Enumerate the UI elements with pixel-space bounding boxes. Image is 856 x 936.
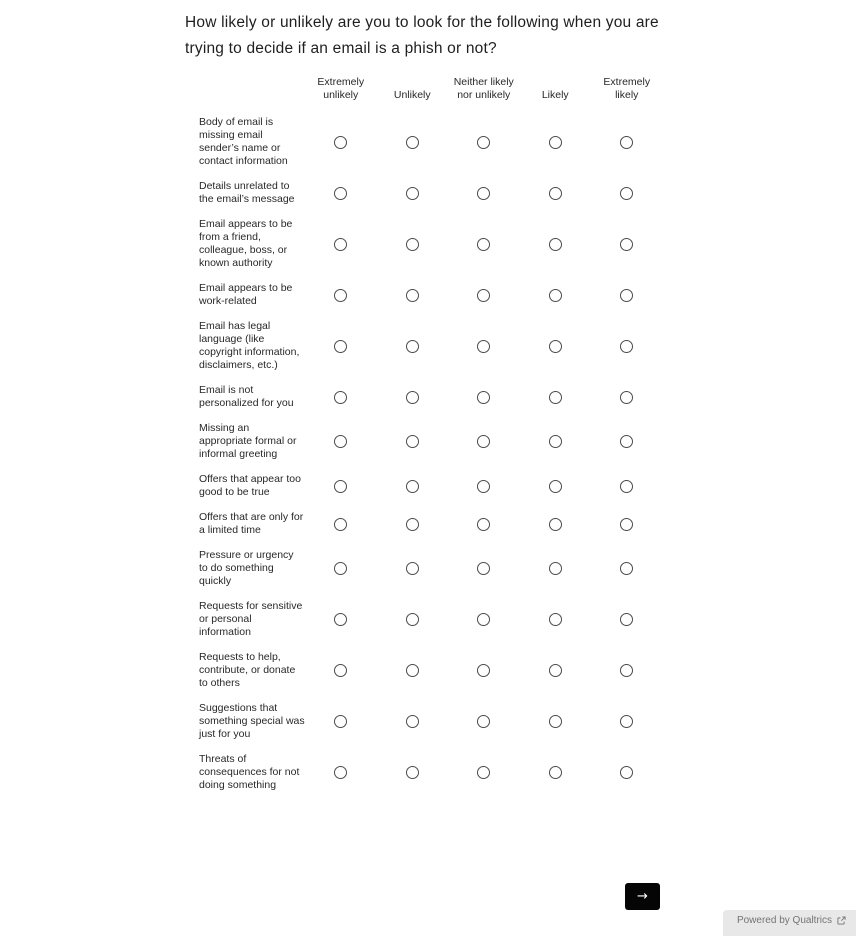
radio-button[interactable] xyxy=(477,715,490,728)
radio-cell xyxy=(520,340,592,353)
radio-button[interactable] xyxy=(334,238,347,251)
radio-button[interactable] xyxy=(406,613,419,626)
matrix-row xyxy=(185,282,667,308)
row-label: Offers that are only for a limited time xyxy=(199,511,304,536)
radio-button[interactable] xyxy=(334,340,347,353)
radio-cell xyxy=(591,664,663,677)
radio-cell xyxy=(305,238,377,251)
matrix-row xyxy=(185,473,667,499)
radio-cell xyxy=(520,518,592,531)
row-label: Pressure or urgency to do something quickly xyxy=(199,549,294,587)
radio-button[interactable] xyxy=(334,480,347,493)
radio-cell xyxy=(591,238,663,251)
matrix-body xyxy=(185,116,667,792)
radio-button[interactable] xyxy=(406,715,419,728)
column-header: Extremely likely xyxy=(603,76,651,101)
radio-cell xyxy=(448,391,520,404)
row-label: Email appears to be from a friend, colleague, boss, or known authority xyxy=(199,218,293,269)
radio-cell xyxy=(591,518,663,531)
radio-button[interactable] xyxy=(477,613,490,626)
row-label: Requests to help, contribute, or donate to others xyxy=(199,651,296,689)
radio-button[interactable] xyxy=(334,187,347,200)
radio-button[interactable] xyxy=(477,136,490,149)
radio-cell xyxy=(448,238,520,251)
radio-button[interactable] xyxy=(549,391,562,404)
radio-button[interactable] xyxy=(334,715,347,728)
radio-button[interactable] xyxy=(549,187,562,200)
matrix-row xyxy=(185,180,667,206)
arrow-right-icon: → xyxy=(637,889,648,904)
radio-cell xyxy=(377,435,449,448)
radio-button[interactable] xyxy=(406,766,419,779)
row-label: Offers that appear too good to be true xyxy=(199,473,301,498)
radio-button[interactable] xyxy=(477,187,490,200)
radio-button[interactable] xyxy=(406,289,419,302)
row-label: Suggestions that something special was just for you xyxy=(199,702,305,740)
matrix-row xyxy=(185,511,667,537)
radio-cell xyxy=(305,289,377,302)
radio-cell xyxy=(520,664,592,677)
radio-cell xyxy=(448,435,520,448)
radio-button[interactable] xyxy=(620,613,633,626)
radio-cell xyxy=(591,289,663,302)
next-button[interactable] xyxy=(625,883,660,910)
radio-button[interactable] xyxy=(406,518,419,531)
radio-button[interactable] xyxy=(549,238,562,251)
radio-button[interactable] xyxy=(477,238,490,251)
radio-cell xyxy=(520,289,592,302)
radio-cell xyxy=(591,480,663,493)
radio-cell xyxy=(377,238,449,251)
radio-cell xyxy=(448,136,520,149)
radio-cell xyxy=(377,613,449,626)
question-block xyxy=(185,10,667,804)
radio-cell xyxy=(591,562,663,575)
radio-cell xyxy=(305,391,377,404)
radio-cell xyxy=(448,613,520,626)
radio-cell xyxy=(591,613,663,626)
radio-button[interactable] xyxy=(620,715,633,728)
radio-cell xyxy=(520,187,592,200)
radio-button[interactable] xyxy=(406,136,419,149)
radio-cell xyxy=(448,289,520,302)
radio-button[interactable] xyxy=(620,766,633,779)
matrix-row xyxy=(185,116,667,168)
radio-button[interactable] xyxy=(406,562,419,575)
matrix-row xyxy=(185,320,667,372)
radio-button[interactable] xyxy=(334,391,347,404)
matrix-row xyxy=(185,651,667,690)
row-label: Email appears to be work-related xyxy=(199,282,293,307)
external-link-icon xyxy=(837,916,846,925)
radio-button[interactable] xyxy=(620,664,633,677)
radio-button[interactable] xyxy=(549,766,562,779)
radio-button[interactable] xyxy=(620,187,633,200)
radio-cell xyxy=(448,480,520,493)
radio-button[interactable] xyxy=(334,562,347,575)
radio-button[interactable] xyxy=(620,480,633,493)
radio-button[interactable] xyxy=(334,766,347,779)
radio-cell xyxy=(591,715,663,728)
radio-button[interactable] xyxy=(406,435,419,448)
radio-cell xyxy=(520,613,592,626)
row-label: Email is not personalized for you xyxy=(199,384,294,409)
radio-button[interactable] xyxy=(477,340,490,353)
radio-button[interactable] xyxy=(406,664,419,677)
radio-button[interactable] xyxy=(334,289,347,302)
radio-cell xyxy=(520,391,592,404)
row-label: Threats of consequences for not doing something xyxy=(199,753,300,791)
likert-matrix xyxy=(185,76,667,792)
row-label: Missing an appropriate formal or informal greeting xyxy=(199,422,297,460)
radio-cell xyxy=(305,435,377,448)
radio-cell xyxy=(305,715,377,728)
radio-button[interactable] xyxy=(549,613,562,626)
radio-button[interactable] xyxy=(334,435,347,448)
radio-button[interactable] xyxy=(549,480,562,493)
radio-button[interactable] xyxy=(620,391,633,404)
matrix-header-row xyxy=(185,76,667,116)
radio-cell xyxy=(591,136,663,149)
radio-cell xyxy=(377,340,449,353)
radio-cell xyxy=(305,480,377,493)
radio-button[interactable] xyxy=(620,340,633,353)
radio-cell xyxy=(305,136,377,149)
radio-button[interactable] xyxy=(477,562,490,575)
radio-button[interactable] xyxy=(477,518,490,531)
column-header: Neither likely nor unlikely xyxy=(453,76,514,101)
row-label: Details unrelated to the email’s message xyxy=(199,180,295,205)
radio-button[interactable] xyxy=(620,562,633,575)
radio-button[interactable] xyxy=(406,391,419,404)
radio-cell xyxy=(520,136,592,149)
radio-cell xyxy=(520,766,592,779)
radio-cell xyxy=(377,715,449,728)
question-title: How likely or unlikely are you to look for the following when you are trying to decide if an email is a phish or not? xyxy=(185,14,659,57)
radio-cell xyxy=(377,766,449,779)
matrix-row xyxy=(185,753,667,792)
radio-cell xyxy=(448,187,520,200)
column-header: Likely xyxy=(541,89,569,101)
radio-cell xyxy=(591,435,663,448)
matrix-row xyxy=(185,600,667,639)
radio-cell xyxy=(305,613,377,626)
radio-button[interactable] xyxy=(334,613,347,626)
radio-cell xyxy=(377,518,449,531)
radio-button[interactable] xyxy=(406,340,419,353)
radio-cell xyxy=(448,664,520,677)
radio-button[interactable] xyxy=(477,289,490,302)
radio-cell xyxy=(591,187,663,200)
radio-button[interactable] xyxy=(477,391,490,404)
radio-button[interactable] xyxy=(620,518,633,531)
radio-cell xyxy=(377,391,449,404)
radio-button[interactable] xyxy=(406,238,419,251)
radio-cell xyxy=(448,766,520,779)
radio-cell xyxy=(448,562,520,575)
radio-cell xyxy=(591,391,663,404)
radio-button[interactable] xyxy=(477,480,490,493)
matrix-row xyxy=(185,384,667,410)
radio-cell xyxy=(448,715,520,728)
radio-button[interactable] xyxy=(477,435,490,448)
radio-button[interactable] xyxy=(334,136,347,149)
radio-button[interactable] xyxy=(549,289,562,302)
powered-by-badge[interactable] xyxy=(723,910,856,936)
row-label: Requests for sensitive or personal information xyxy=(199,600,303,638)
radio-cell xyxy=(448,340,520,353)
column-header: Unlikely xyxy=(393,89,431,101)
matrix-row xyxy=(185,549,667,588)
radio-button[interactable] xyxy=(620,289,633,302)
radio-button[interactable] xyxy=(406,187,419,200)
radio-button[interactable] xyxy=(549,340,562,353)
radio-cell xyxy=(305,766,377,779)
radio-button[interactable] xyxy=(549,664,562,677)
matrix-row xyxy=(185,422,667,461)
radio-cell xyxy=(377,664,449,677)
radio-button[interactable] xyxy=(549,715,562,728)
radio-button[interactable] xyxy=(549,518,562,531)
radio-button[interactable] xyxy=(620,238,633,251)
radio-button[interactable] xyxy=(549,435,562,448)
radio-cell xyxy=(377,187,449,200)
radio-cell xyxy=(305,562,377,575)
column-header: Extremely unlikely xyxy=(317,76,365,101)
radio-button[interactable] xyxy=(549,562,562,575)
radio-cell xyxy=(377,480,449,493)
radio-cell xyxy=(520,435,592,448)
radio-cell xyxy=(520,238,592,251)
radio-button[interactable] xyxy=(620,136,633,149)
radio-cell xyxy=(448,518,520,531)
row-label: Body of email is missing email sender’s name or contact information xyxy=(199,116,288,167)
radio-cell xyxy=(520,715,592,728)
radio-cell xyxy=(305,340,377,353)
powered-by-text: Powered by Qualtrics xyxy=(736,914,832,926)
radio-cell xyxy=(305,187,377,200)
radio-cell xyxy=(520,480,592,493)
radio-button[interactable] xyxy=(334,518,347,531)
radio-button[interactable] xyxy=(620,435,633,448)
radio-button[interactable] xyxy=(334,664,347,677)
radio-cell xyxy=(591,340,663,353)
radio-cell xyxy=(377,562,449,575)
radio-button[interactable] xyxy=(477,664,490,677)
radio-button[interactable] xyxy=(549,136,562,149)
radio-cell xyxy=(520,562,592,575)
radio-button[interactable] xyxy=(477,766,490,779)
row-label: Email has legal language (like copyright information, disclaimers, etc.) xyxy=(199,320,300,371)
radio-cell xyxy=(377,136,449,149)
radio-cell xyxy=(305,518,377,531)
matrix-row xyxy=(185,702,667,741)
matrix-row xyxy=(185,218,667,270)
radio-button[interactable] xyxy=(406,480,419,493)
radio-cell xyxy=(591,766,663,779)
radio-cell xyxy=(305,664,377,677)
radio-cell xyxy=(377,289,449,302)
